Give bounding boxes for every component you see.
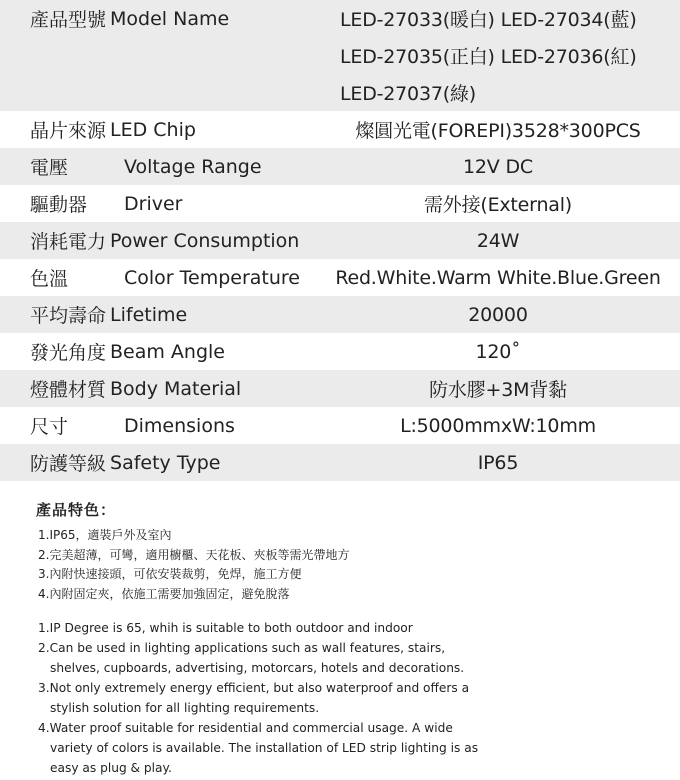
spec-value: Red.White.Warm White.Blue.Green [335, 266, 661, 289]
spec-label-en: Body Material [110, 377, 242, 400]
spec-row-model-cont [0, 37, 680, 74]
features-en-item: 4.Water proof suitable for residential and commercial usage. A wide [38, 721, 453, 735]
spec-label-en: Dimensions [124, 414, 235, 437]
spec-row-beam-angle [0, 333, 680, 370]
spec-label [0, 5, 316, 32]
spec-value-model-1: LED-27033(暖白) LED-27034(藍) [340, 9, 637, 31]
spec-row-power [0, 222, 680, 259]
spec-label-en: LED Chip [110, 118, 196, 141]
spec-label-zh: 防護等級 [30, 453, 107, 475]
spec-row-model [0, 0, 680, 37]
features-en-item: shelves, cupboards, advertising, motorcars, hotels and decorations. [50, 661, 465, 675]
spec-label-zh: 尺寸 [30, 416, 69, 438]
spec-label [0, 449, 316, 476]
spec-value: L:5000mmxW:10mm [400, 414, 596, 437]
spec-row-body-material [0, 370, 680, 407]
spec-label-zh: 發光角度 [30, 342, 107, 364]
features-en-item: stylish solution for all lighting requirements. [50, 701, 320, 715]
features-en-item: 1.IP Degree is 65, whih is suitable to both outdoor and indoor [38, 621, 413, 635]
spec-row-dimensions [0, 407, 680, 444]
spec-label-en: Color Temperature [124, 266, 301, 289]
spec-label [0, 375, 316, 402]
features-zh-item: 2.完美超薄，可彎，適用櫥櫃、天花板、夾板等需光帶地方 [38, 547, 350, 562]
spec-label [0, 338, 316, 365]
product-features [0, 481, 680, 778]
spec-label [0, 153, 316, 180]
spec-row-color-temp [0, 259, 680, 296]
spec-label-zh: 驅動器 [30, 194, 88, 216]
spec-label [0, 227, 316, 254]
spec-value: IP65 [477, 451, 519, 474]
spec-label [0, 301, 316, 328]
spec-label-en: Beam Angle [110, 340, 225, 363]
spec-value: 20000 [468, 303, 528, 326]
spec-label-zh: 色溫 [30, 268, 69, 290]
spec-label-en: Lifetime [110, 303, 188, 326]
spec-row-model-cont [0, 74, 680, 111]
spec-value: 12V DC [463, 155, 533, 178]
features-en-list [38, 618, 680, 778]
spec-label-en: Voltage Range [124, 155, 262, 178]
spec-value: 120˚ [475, 340, 521, 363]
spec-label-en: Power Consumption [110, 229, 300, 252]
spec-label [0, 190, 316, 217]
spec-label-en: Safety Type [110, 451, 221, 474]
features-zh-item: 3.內附快速接頭，可依安裝裁剪，免焊，施工方便 [38, 567, 302, 581]
spec-label-zh: 晶片來源 [30, 120, 107, 142]
spec-label-zh: 消耗電力 [30, 231, 107, 253]
spec-label [0, 412, 316, 439]
spec-label [0, 116, 316, 143]
features-en-item: easy as plug & play. [50, 761, 172, 775]
spec-value-model-2: LED-27035(正白) LED-27036(紅) [340, 46, 637, 68]
spec-label-zh: 燈體材質 [30, 379, 107, 401]
features-zh-item: 1.IP65，適裝戶外及室內 [38, 528, 172, 542]
spec-row-chip [0, 111, 680, 148]
features-zh-item: 4.內附固定夾，依施工需要加強固定，避免脫落 [38, 586, 290, 601]
spec-label-en: Driver [124, 192, 183, 215]
features-title: 產品特色： [36, 501, 117, 519]
spec-value-model-3: LED-27037(綠) [340, 83, 476, 105]
spec-label-zh: 產品型號 [30, 9, 107, 31]
spec-label-en: Model Name [110, 7, 230, 30]
features-en-item: variety of colors is available. The installation of LED strip lighting is as [50, 741, 479, 755]
spec-value: 燦圓光電(FOREPI)3528*300PCS [355, 120, 641, 142]
spec-label-zh: 電壓 [30, 157, 69, 179]
features-en-item: 2.Can be used in lighting applications such as wall features, stairs, [38, 641, 446, 655]
spec-value: 需外接(External) [423, 194, 573, 216]
spec-value: 24W [476, 229, 520, 252]
spec-value: 防水膠+3M背黏 [429, 379, 567, 401]
spec-row-driver [0, 185, 680, 222]
features-zh-list [38, 526, 680, 604]
spec-label-zh: 平均壽命 [30, 305, 107, 327]
spec-row-voltage [0, 148, 680, 185]
spec-row-safety-type [0, 444, 680, 481]
features-en-item: 3.Not only extremely energy efficient, but also waterproof and offers a [38, 681, 470, 695]
spec-row-lifetime [0, 296, 680, 333]
spec-label [0, 264, 316, 291]
